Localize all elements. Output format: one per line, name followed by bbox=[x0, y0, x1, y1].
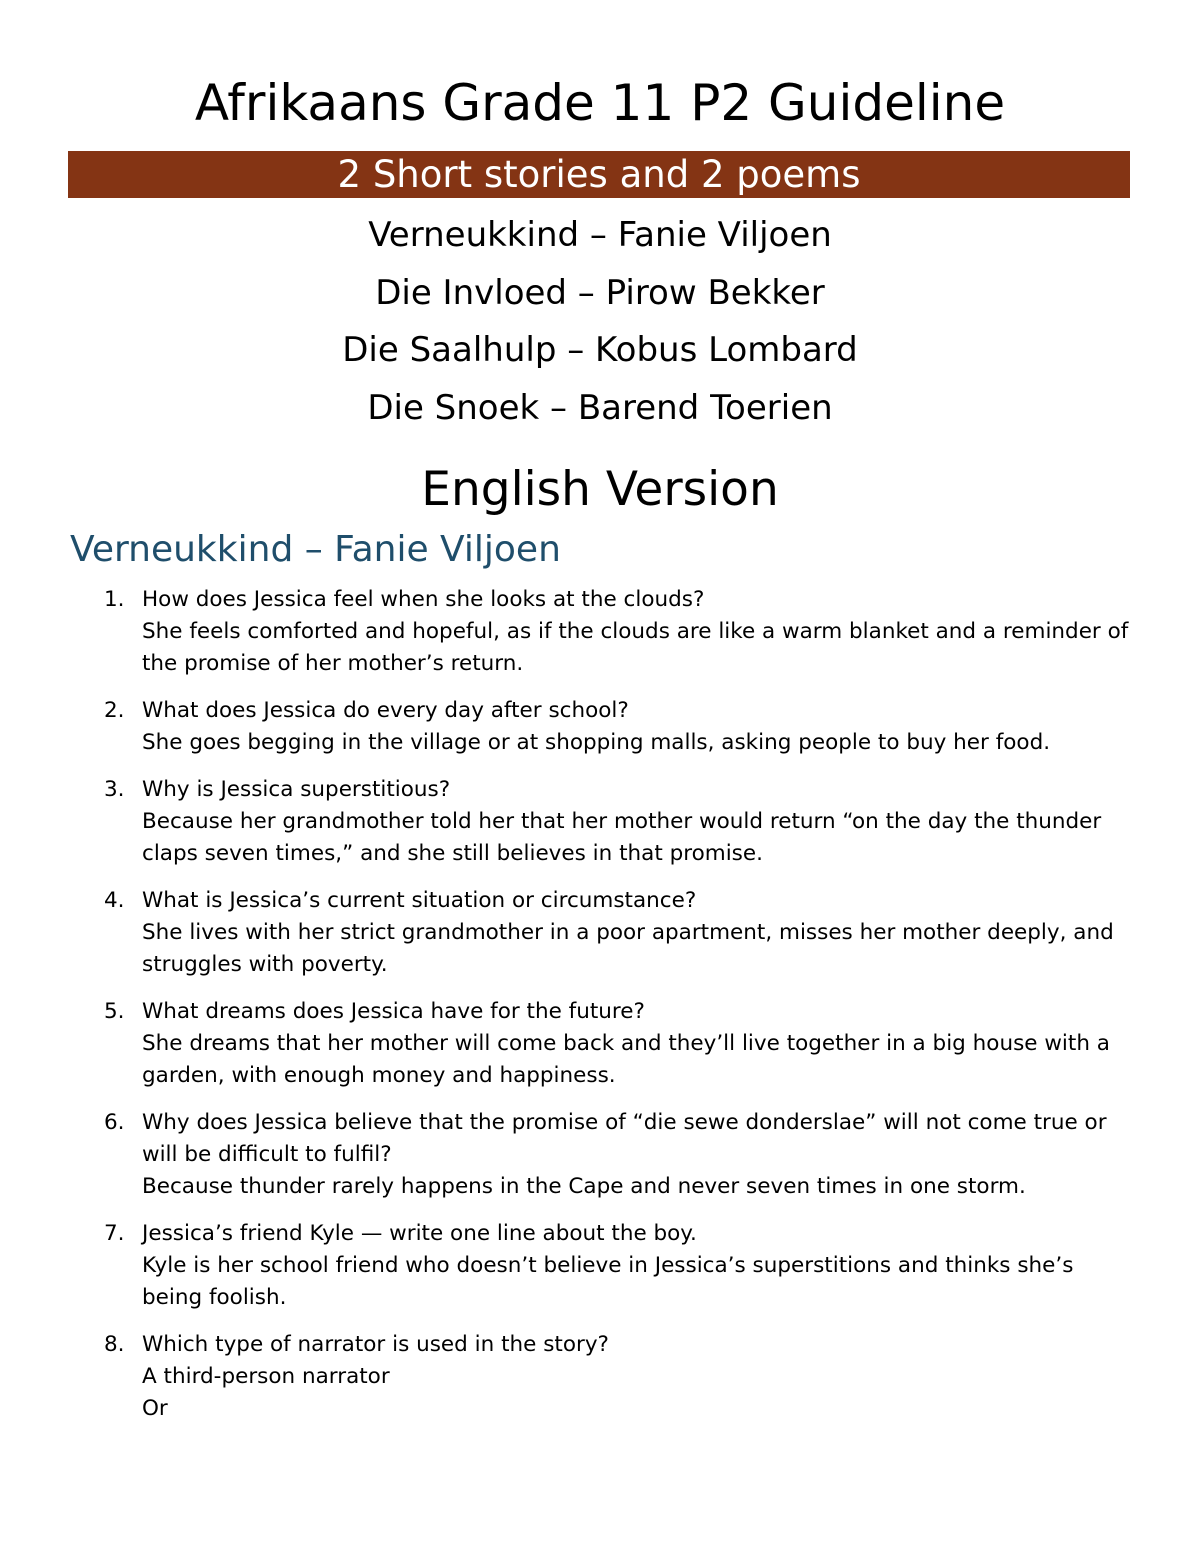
works-list bbox=[0, 210, 1200, 440]
question-item bbox=[0, 996, 1200, 1092]
answer-text: A third-person narrator bbox=[142, 1364, 390, 1389]
question-text: Why does Jessica believe that the promise of “die sewe donderslae” will not come true or will be difficult to fulfil? bbox=[142, 1110, 1107, 1167]
question-text: Why is Jessica superstitious? bbox=[142, 777, 451, 802]
work-item: Die Saalhulp – Kobus Lombard bbox=[342, 330, 858, 370]
document-title: Afrikaans Grade 11 P2 Guideline bbox=[194, 74, 1006, 132]
version-heading: English Version bbox=[421, 462, 779, 517]
question-number: 8. bbox=[104, 1332, 125, 1357]
answer-text: She dreams that her mother will come back and they’ll live together in a big house with a garden, with enough money and happiness. bbox=[142, 1031, 1110, 1088]
question-text: Which type of narrator is used in the story? bbox=[142, 1332, 609, 1357]
question-number: 6. bbox=[104, 1110, 125, 1135]
work-item: Die Invloed – Pirow Bekker bbox=[375, 272, 825, 313]
question-item bbox=[0, 1218, 1200, 1314]
answer-text: Because thunder rarely happens in the Cape and never seven times in one storm. bbox=[142, 1174, 1026, 1199]
question-item bbox=[0, 584, 1200, 680]
question-number: 4. bbox=[104, 888, 125, 913]
answer-text: Kyle is her school friend who doesn’t believe in Jessica’s superstitions and thinks she’s being foolish. bbox=[142, 1253, 1074, 1310]
work-item: Verneukkind – Fanie Viljoen bbox=[368, 215, 832, 255]
question-text: What dreams does Jessica have for the future? bbox=[142, 999, 645, 1024]
answer-alternative: Or bbox=[142, 1396, 168, 1421]
question-text: Jessica’s friend Kyle — write one line about the boy. bbox=[142, 1221, 697, 1246]
question-list bbox=[0, 584, 1200, 1440]
answer-text: She feels comforted and hopeful, as if the clouds are like a warm blanket and a reminder of the promise of her mother’s return. bbox=[142, 619, 1129, 676]
question-item bbox=[0, 1329, 1200, 1425]
subtitle-banner: 2 Short stories and 2 poems bbox=[68, 151, 1130, 198]
question-text: How does Jessica feel when she looks at the clouds? bbox=[142, 587, 705, 612]
question-number: 2. bbox=[104, 698, 125, 723]
question-item bbox=[0, 885, 1200, 981]
answer-text: She lives with her strict grandmother in a poor apartment, misses her mother deeply, and struggles with poverty. bbox=[142, 920, 1114, 977]
work-item: Die Snoek – Barend Toerien bbox=[367, 387, 833, 428]
question-number: 7. bbox=[104, 1221, 125, 1246]
question-number: 5. bbox=[104, 999, 125, 1024]
question-item bbox=[0, 1107, 1200, 1203]
question-item bbox=[0, 774, 1200, 870]
answer-text: Because her grandmother told her that her mother would return “on the day the thunder claps seven times,” and she still believes in that promise. bbox=[142, 809, 1102, 866]
answer-text: She goes begging in the village or at shopping malls, asking people to buy her food. bbox=[142, 730, 1051, 755]
question-number: 3. bbox=[104, 777, 125, 802]
question-text: What is Jessica’s current situation or circumstance? bbox=[142, 888, 697, 913]
question-item bbox=[0, 695, 1200, 759]
question-text: What does Jessica do every day after school? bbox=[142, 698, 629, 723]
question-number: 1. bbox=[104, 587, 125, 612]
section-heading: Verneukkind – Fanie Viljoen bbox=[70, 529, 561, 570]
